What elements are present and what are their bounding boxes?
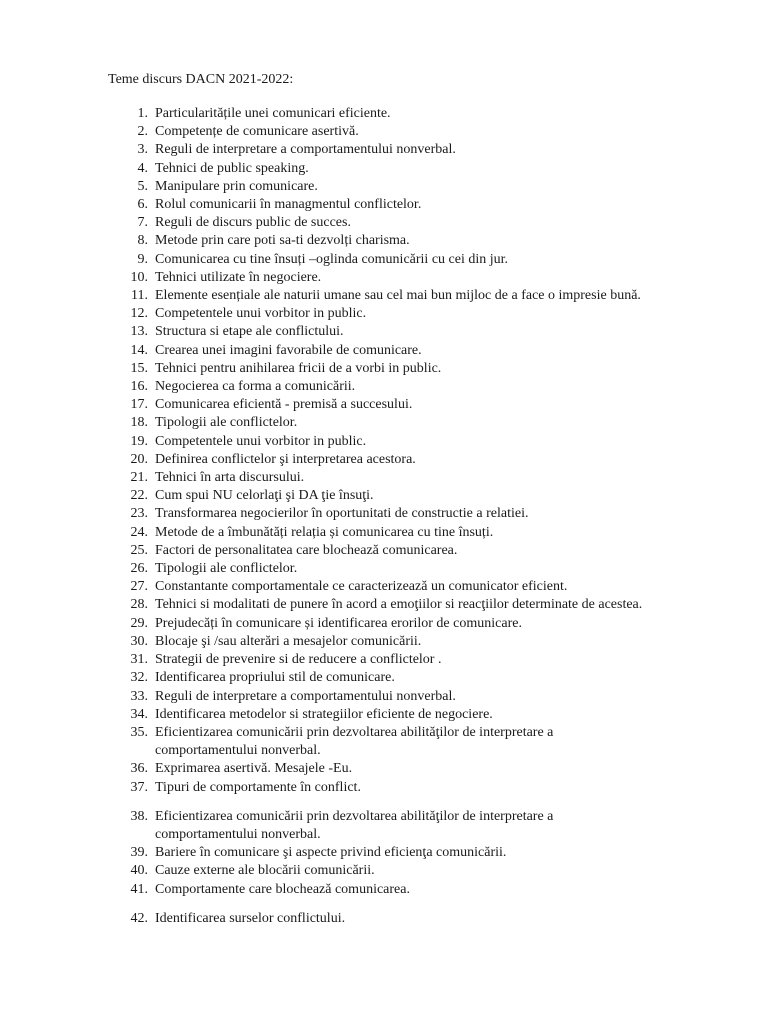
topic-list [0,105,768,928]
list-item [0,524,768,542]
list-item-text: Particularitățile unei comunicari eficiente. [155,106,391,121]
list-item-number: 4. [137,160,148,176]
list-item-number: 27. [130,579,148,595]
list-item-number: 8. [137,233,148,249]
list-item-text: Exprimarea asertivă. Mesajele -Eu. [155,761,353,777]
list-item [0,196,768,214]
list-item-text: Metode de a îmbunătăți relația și comunicarea cu tine însuți. [155,524,494,540]
list-item-number: 16. [130,379,148,395]
list-item-text: Competentele unui vorbitor in public. [155,306,367,322]
list-item-text: Tipologii ale conflictelor. [155,561,298,577]
list-item [0,360,768,378]
list-item-number: 38. [130,808,148,824]
list-item-text: Factori de personalitatea care blochează comunicarea. [155,542,458,558]
list-item [0,141,768,159]
list-item-number: 6. [137,197,148,213]
list-item-text: Eficientizarea comunicării prin dezvoltarea abilităţilor de interpretare a [155,724,554,740]
list-item-number: 12. [130,306,148,322]
list-item-number: 19. [130,433,148,449]
list-item-number: 32. [130,670,148,686]
list-item [0,160,768,178]
list-item-text: Structura si etape ale conflictului. [155,324,344,340]
list-item-number: 7. [137,215,148,231]
list-item-text: Rolul comunicarii în managmentul conflictelor. [155,197,422,213]
list-item-text: Eficientizarea comunicării prin dezvoltarea abilităţilor de interpretare a [155,808,554,824]
list-item [0,760,768,778]
list-item-number: 24. [130,524,148,540]
list-item [0,706,768,724]
list-item [0,214,768,232]
list-item [0,305,768,323]
list-item-number: 34. [130,706,148,722]
list-item-number: 26. [130,561,148,577]
list-item-text: Blocaje şi /sau alterări a mesajelor comunicării. [155,633,422,649]
list-item-number: 31. [130,652,148,668]
list-item-text: Tehnici si modalitati de punere în acord a emoţiilor si reacţiilor determinate de acestea. [155,597,643,613]
list-item [0,724,768,760]
list-item-text: Comportamente care blochează comunicarea. [155,881,410,897]
list-item-text: Negocierea ca forma a comunicării. [155,379,356,395]
list-item [0,287,768,305]
list-item-text: Identificarea propriului stil de comunicare. [155,670,395,686]
list-item-number: 17. [130,397,148,413]
list-item-number: 9. [137,251,148,267]
list-item-text: Tehnici utilizate în negociere. [155,269,322,285]
list-item-number: 2. [137,124,148,140]
list-item-text: Crearea unei imagini favorabile de comunicare. [155,342,422,358]
list-item-text: comportamentului nonverbal. [155,743,321,759]
list-item-number: 13. [130,324,148,340]
list-item [0,505,768,523]
list-item [0,123,768,141]
list-item [0,596,768,614]
list-item [0,396,768,414]
list-item-number: 35. [130,724,148,740]
list-item-number: 23. [130,506,148,522]
list-item-number: 22. [130,488,148,504]
list-item [0,178,768,196]
list-item [0,615,768,633]
list-item-text: Identificarea surselor conflictului. [155,910,346,926]
list-item-text: Reguli de discurs public de succes. [155,215,351,231]
list-item-text: Manipulare prin comunicare. [155,178,318,194]
list-item [0,414,768,432]
list-item-number: 14. [130,342,148,358]
list-item-number: 1. [137,106,148,121]
list-item-number: 41. [130,881,148,897]
list-item-text: Competentele unui vorbitor in public. [155,433,367,449]
list-item-number: 29. [130,615,148,631]
list-item-text: Competențe de comunicare asertivă. [155,124,359,140]
list-item-text: Tipuri de comportamente în conflict. [155,779,361,795]
list-item-number: 18. [130,415,148,431]
list-item-number: 10. [130,269,148,285]
list-item-number: 37. [130,779,148,795]
list-item [0,881,768,899]
list-item [0,378,768,396]
list-item [0,251,768,269]
list-item [0,342,768,360]
list-item-number: 5. [137,178,148,194]
list-item-text: Constantante comportamentale ce caracterizează un comunicator eficient. [155,579,568,595]
list-item [0,105,768,123]
list-item [0,560,768,578]
list-item [0,910,768,928]
list-item-text: Tehnici pentru anihilarea fricii de a vorbi in public. [155,360,442,376]
list-item [0,844,768,862]
list-item-text: Cum spui NU celorlaţi şi DA ţie însuţi. [155,488,374,504]
list-item-text: Reguli de interpretare a comportamentului nonverbal. [155,688,456,704]
list-item-number: 20. [130,451,148,467]
list-item-text: comportamentului nonverbal. [155,826,321,842]
list-item [0,451,768,469]
list-item-number: 39. [130,845,148,861]
list-item-number: 40. [130,863,148,879]
list-item-number: 21. [130,470,148,486]
list-item-text: Elemente esențiale ale naturii umane sau cel mai bun mijloc de a face o impresie bună. [155,288,641,304]
list-item-number: 25. [130,542,148,558]
list-item [0,232,768,250]
list-item-text: Strategii de prevenire si de reducere a conflictelor . [155,652,442,668]
list-item [0,633,768,651]
list-item-text: Transformarea negocierilor în oportunitati de constructie a relatiei. [155,506,529,522]
list-item [0,433,768,451]
list-item-number: 28. [130,597,148,613]
list-item-text: Definirea conflictelor şi interpretarea acestora. [155,451,416,467]
list-item-text: Tehnici de public speaking. [155,160,309,176]
list-item [0,688,768,706]
list-item-number: 33. [130,688,148,704]
list-item [0,669,768,687]
list-item-text: Reguli de interpretare a comportamentului nonverbal. [155,142,456,158]
list-item [0,469,768,487]
list-item-text: Metode prin care poti sa-ti dezvolți charisma. [155,233,410,249]
list-item-text: Cauze externe ale blocării comunicării. [155,863,375,879]
list-item [0,323,768,341]
list-item-number: 42. [130,910,148,926]
list-item-text: Tehnici în arta discursului. [155,470,305,486]
list-item-text: Bariere în comunicare şi aspecte privind eficienţa comunicării. [155,845,507,861]
list-item-number: 3. [137,142,148,158]
list-item-text: Comunicarea eficientă - premisă a succesului. [155,397,413,413]
list-item [0,651,768,669]
list-item-number: 30. [130,633,148,649]
list-item [0,862,768,880]
document-title: Teme discurs DACN 2021-2022: [108,72,294,87]
list-item [0,487,768,505]
list-item-number: 15. [130,360,148,376]
list-item [0,779,768,797]
list-item-text: Comunicarea cu tine însuți –oglinda comunicării cu cei din jur. [155,251,509,267]
list-item-number: 11. [131,288,148,304]
list-item-text: Identificarea metodelor si strategiilor eficiente de negociere. [155,706,493,722]
list-item [0,808,768,844]
list-item [0,269,768,287]
list-item [0,578,768,596]
list-item-number: 36. [130,761,148,777]
list-item-text: Prejudecăți în comunicare și identificarea erorilor de comunicare. [155,615,522,631]
list-item [0,542,768,560]
list-item-text: Tipologii ale conflictelor. [155,415,298,431]
